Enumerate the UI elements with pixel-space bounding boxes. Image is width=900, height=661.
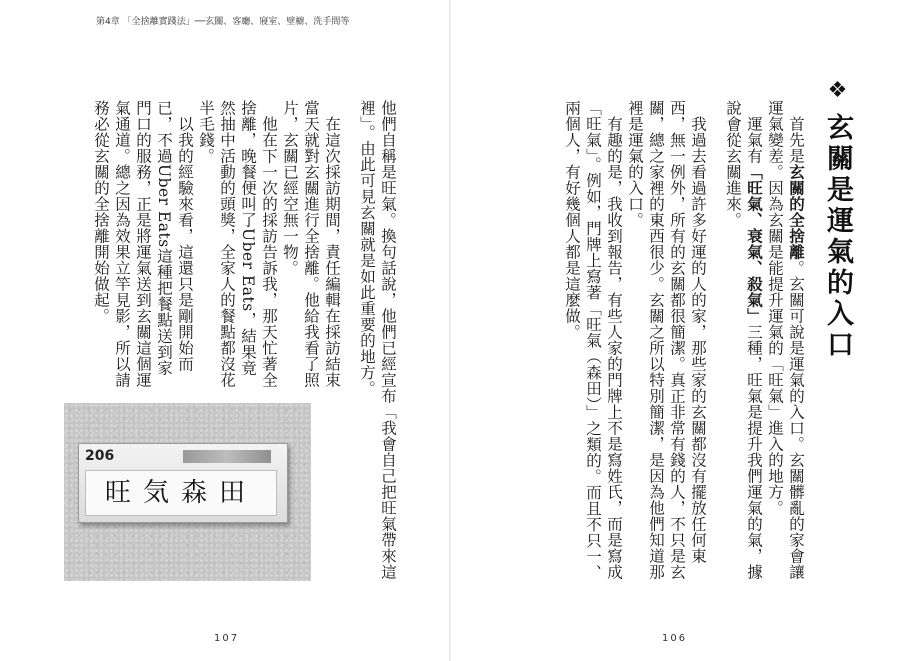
nameplate-text: 旺気森田 (85, 470, 277, 516)
running-header: 第4章 「全捨離實踐法」──玄關、客廳、寢室、壁櫥、洗手間等 (96, 17, 350, 27)
text-run: 。玄關可說是運氣的入口。玄關髒亂的家會讓運氣變差。因為玄關是能提升運氣的「旺氣」進入的地方。 (766, 100, 805, 580)
nameplate-photo (64, 403, 311, 581)
paragraph: 他們自稱是旺氣。換句話說，他們已經宣布「我會自己把旺氣帶來這裡」。由此可見玄關就是如此重要的地方。 (358, 100, 397, 580)
text-run: 三種，旺氣是提升我們運氣的氣，據說會從玄關進來。 (724, 100, 763, 580)
section-heading-text: 玄關是運氣的入口 (822, 113, 853, 361)
text-run: 運氣有 (745, 115, 763, 164)
page-gutter (449, 0, 451, 661)
paragraph: 在這次採訪期間，責任編輯在採訪結束當天就對玄關進行全捨離。他給我看了照片，玄關已經空無一物。 (281, 100, 341, 388)
emphasis-text: 「旺氣、衰氣、殺氣」 (745, 163, 763, 324)
section-heading (818, 78, 857, 361)
emphasis-text: 玄關的全捨離 (787, 163, 805, 260)
right-page-body (561, 100, 806, 588)
diamond-bullet-icon: ❖ (825, 78, 850, 107)
paragraph (764, 100, 806, 588)
paragraph: 我過去看過許多好運的人的家，那些家的玄關都沒有擺放任何東西，無一例外，所有的玄關都很簡潔。真正非常有錢的人，不只是玄關，總之家裡的東西很少。玄關之所以特別簡潔，是因為他們知道那裡是運氣的入口。 (626, 100, 707, 580)
room-number: 206 (85, 448, 115, 464)
text-run: 首先是 (787, 115, 805, 164)
page-number: 107 (214, 633, 240, 644)
paragraph (722, 100, 764, 588)
paragraph: 以我的經驗來看，這還只是剛開始而已，不過Uber Eats這種把餐點送到家門口的服務，正是將運氣送到玄關這個運氣通道。總之因為效果立竿見影，所以請務必從玄關的全捨離開始做起。 (92, 100, 194, 388)
door-nameplate (78, 443, 288, 523)
blurred-strip (183, 450, 271, 463)
paragraph: 有趣的是，我收到報告，有些人家的門牌上不是寫姓氏，而是寫成「旺氣」。例如，門牌上寫著「旺氣（森田）」之類的。而且不只一、兩個人，有好幾個人都是這麼做。 (563, 100, 623, 581)
paragraph: 他在下一次的採訪告訴我，那天忙著全捨離，晚餐便叫了Uber Eats，結果竟然抽中活動的頭獎，全家人的餐點都沒花半毛錢。 (197, 100, 278, 388)
page-number: 106 (662, 633, 688, 644)
